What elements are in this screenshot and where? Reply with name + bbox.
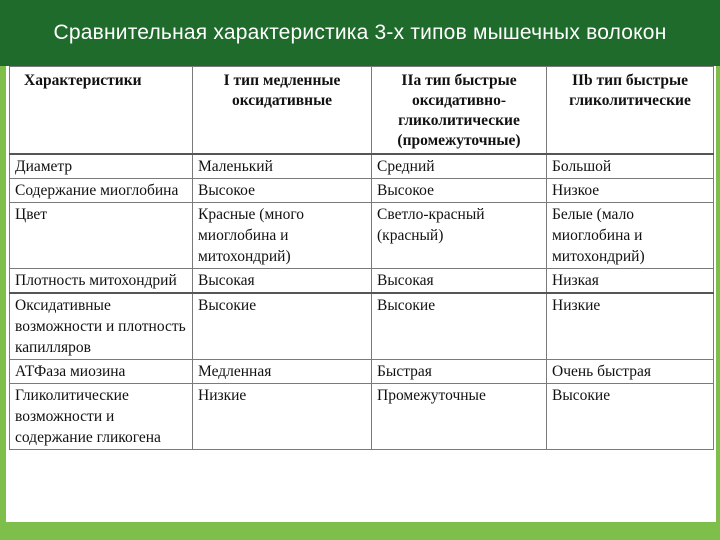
row-label: Диаметр: [10, 154, 193, 179]
cell-type-1: Красные (много миоглобина и митохондрий): [193, 203, 372, 269]
cell-type-1: Медленная: [193, 360, 372, 384]
cell-type-2b: Высокие: [547, 384, 714, 450]
cell-type-1: Высокие: [193, 293, 372, 360]
cell-type-2a: Высокое: [372, 179, 547, 203]
cell-type-1: Высокая: [193, 269, 372, 294]
row-label: АТФаза миозина: [10, 360, 193, 384]
cell-type-2b: Очень быстрая: [547, 360, 714, 384]
table-row: [10, 203, 714, 269]
cell-type-1: Маленький: [193, 154, 372, 179]
table-header-row: [10, 67, 714, 155]
row-label: Плотность митохондрий: [10, 269, 193, 294]
cell-type-2b: Низкие: [547, 293, 714, 360]
cell-type-2a: Светло-красный (красный): [372, 203, 547, 269]
table-row: [10, 154, 714, 179]
header-type-2a: IIа тип быстрые оксидативно-гликолитические (промежуточные): [372, 67, 547, 155]
header-type-1: I тип медленные оксидативные: [193, 67, 372, 155]
row-label: Содержание миоглобина: [10, 179, 193, 203]
header-characteristics: Характеристики: [10, 67, 193, 155]
header-type-2b: IIb тип быстрые гликолитические: [547, 67, 714, 155]
cell-type-2b: Низкое: [547, 179, 714, 203]
cell-type-1: Низкие: [193, 384, 372, 450]
cell-type-1: Высокое: [193, 179, 372, 203]
fiber-comparison-table: [9, 66, 714, 450]
cell-type-2a: Высокие: [372, 293, 547, 360]
table-row: [10, 269, 714, 294]
table-row: [10, 293, 714, 360]
table-sheet: [6, 66, 716, 522]
row-label: Гликолитические возможности и содержание гликогена: [10, 384, 193, 450]
table-row: [10, 360, 714, 384]
row-label: Оксидативные возможности и плотность капилляров: [10, 293, 193, 360]
cell-type-2a: Промежуточные: [372, 384, 547, 450]
cell-type-2b: Белые (мало миоглобина и митохондрий): [547, 203, 714, 269]
table-row: [10, 384, 714, 450]
cell-type-2a: Средний: [372, 154, 547, 179]
row-label: Цвет: [10, 203, 193, 269]
slide-title: Сравнительная характеристика 3-х типов мышечных волокон: [0, 0, 720, 66]
table-row: [10, 179, 714, 203]
cell-type-2b: Низкая: [547, 269, 714, 294]
cell-type-2a: Высокая: [372, 269, 547, 294]
cell-type-2b: Большой: [547, 154, 714, 179]
cell-type-2a: Быстрая: [372, 360, 547, 384]
